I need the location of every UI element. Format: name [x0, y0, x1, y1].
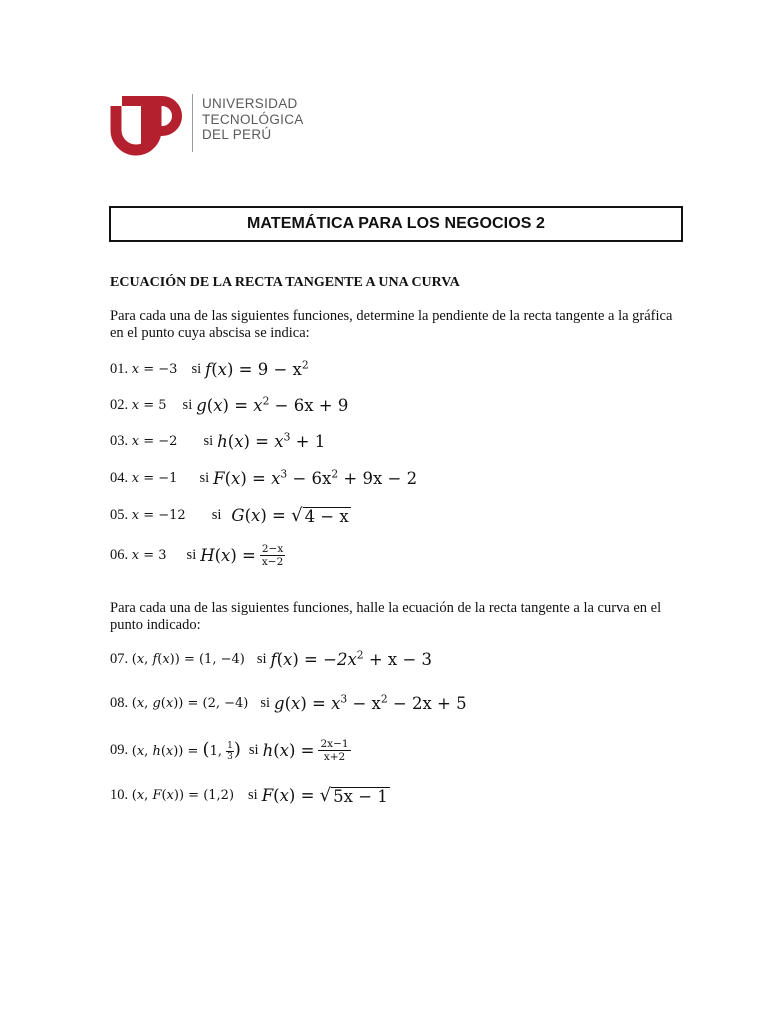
exercise-05: [110, 506, 351, 525]
si-label: si: [186, 547, 197, 563]
si-label: si: [211, 507, 222, 523]
si-label: si: [248, 742, 259, 758]
function-expression: $F(x) = x^3 - 6x^2 + 9x - 2$: [213, 467, 418, 488]
point-condition: (x, f(x)) = (1, −4): [131, 652, 245, 667]
document-title: MATEMÁTICA PARA LOS NEGOCIOS 2: [246, 215, 546, 232]
si-label: si: [203, 433, 214, 449]
exercise-08: [110, 694, 467, 713]
university-name: [202, 96, 304, 143]
exercise-number: 02.: [110, 397, 129, 413]
document-title-box: [109, 206, 683, 242]
si-label: si: [260, 695, 271, 711]
exercise-02: [110, 396, 348, 415]
si-label: si: [182, 397, 193, 413]
si-label: si: [191, 361, 202, 377]
intro-paragraph-2: Para cada una de las siguientes funciones, halle la ecuación de la recta tangente a la curva en el punto indicado:: [110, 600, 662, 633]
si-label: si: [256, 651, 267, 667]
abscissa-condition: x = −1: [131, 471, 178, 486]
university-name-line1: UNIVERSIDAD: [202, 96, 298, 111]
university-name-line3: DEL PERÚ: [202, 127, 272, 142]
fraction: $\frac{2x-1}{x+2}$: [320, 738, 349, 763]
exercise-06: [110, 543, 285, 568]
fraction: $\frac{2-x}{x-2}$: [261, 543, 284, 568]
function-expression: F(x) = √ 5x − 1: [261, 785, 388, 806]
exercise-07: [110, 650, 432, 669]
square-root: √ 5x − 1: [319, 785, 388, 806]
logo-divider: [192, 94, 193, 152]
si-label: si: [199, 470, 210, 486]
exercise-number: 05.: [110, 507, 129, 523]
intro-paragraph-1: Para cada una de las siguientes funciones, determine la pendiente de la recta tangente a la gráfica en el punto cuya abscisa se indica:: [110, 308, 673, 341]
exercise-number: 04.: [110, 470, 129, 486]
square-root: √ 4 − x: [291, 505, 349, 526]
abscissa-condition: x = 5: [131, 398, 167, 413]
exercise-number: 07.: [110, 651, 129, 667]
abscissa-condition: x = −2: [131, 434, 178, 449]
function-expression: H(x) =: [200, 546, 256, 565]
point-fraction: $\frac{1}{3}$: [227, 741, 233, 762]
exercise-number: 10.: [110, 787, 129, 803]
section-heading: ECUACIÓN DE LA RECTA TANGENTE A UNA CURVA: [110, 275, 460, 290]
exercise-number: 08.: [110, 695, 129, 711]
point-condition: (x, h(x)) = (1, $\frac{1}{3}$ ): [131, 739, 241, 762]
function-expression: h(x) =: [262, 741, 315, 760]
function-expression: $g(x) = x^3 - x^2 - 2x + 5$: [274, 692, 467, 713]
abscissa-condition: x = −12: [131, 508, 186, 523]
utp-logo: [110, 92, 310, 156]
function-expression: $f(x) = -2x^2 + x - 3$: [270, 648, 433, 669]
exercise-10: [110, 786, 390, 805]
exercise-number: 01.: [110, 361, 129, 377]
function-expression: G(x) = √ 4 − x: [231, 505, 349, 526]
exercise-01: [110, 360, 309, 379]
abscissa-condition: x = −3: [131, 362, 178, 377]
exercise-number: 09.: [110, 742, 129, 758]
function-expression: $h(x) = x^3 + 1$: [217, 430, 326, 451]
exercise-09: [110, 738, 351, 763]
si-label: si: [248, 787, 258, 803]
exercise-03: [110, 432, 325, 451]
exercise-number: 03.: [110, 433, 129, 449]
function-expression: $f(x) = 9 - x^2$: [205, 358, 309, 379]
function-expression: $g(x) = x^2 - 6x + 9$: [196, 394, 349, 415]
abscissa-condition: x = 3: [131, 548, 167, 563]
university-name-line2: TECNOLÓGICA: [202, 111, 304, 127]
point-condition: (x, g(x)) = (2, −4): [131, 696, 249, 711]
exercise-04: [110, 469, 417, 488]
utp-logo-mark: [110, 92, 188, 156]
point-condition: (x, F(x)) = (1,2): [131, 788, 235, 803]
exercise-number: 06.: [110, 547, 129, 563]
